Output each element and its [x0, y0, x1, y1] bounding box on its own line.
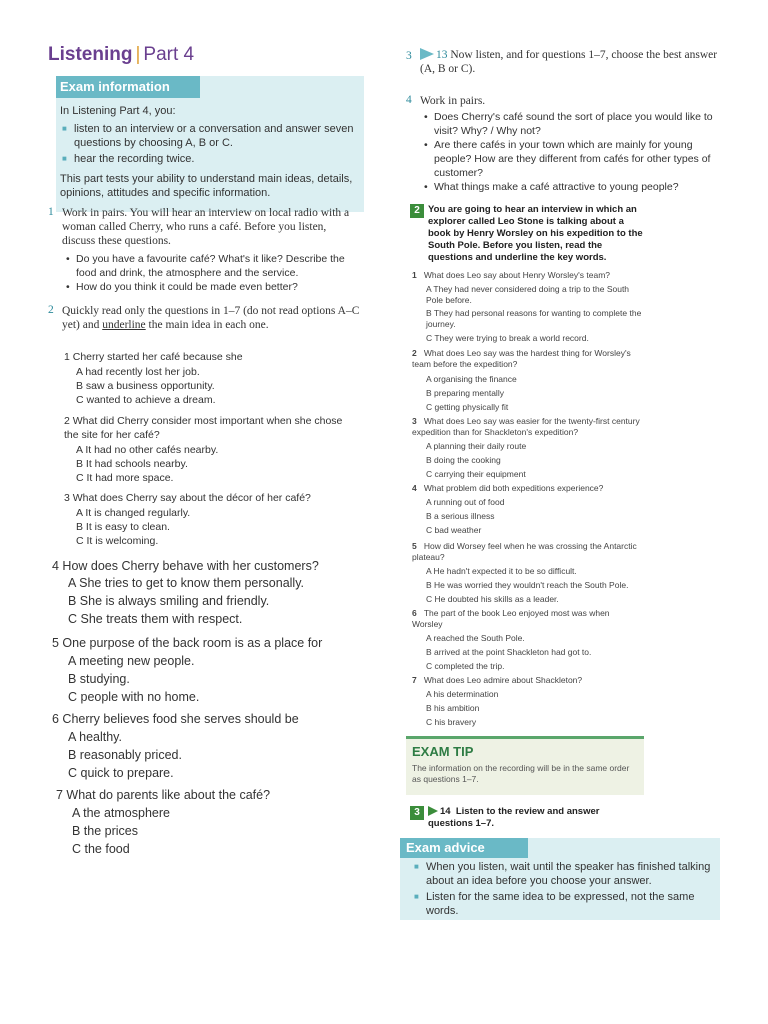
option: B reasonably priced. — [68, 748, 182, 762]
small-question-text: What problem did both expeditions experience? — [423, 483, 604, 493]
small-option: C He doubted his skills as a leader. — [426, 594, 559, 604]
small-question-text: How did Worsey feel when he was crossing the Antarctic plateau? — [412, 541, 637, 562]
question-3: 3 What does Cherry say about the décor of her café? — [64, 492, 311, 504]
audio-play-icon[interactable] — [420, 48, 434, 60]
small-question — [412, 675, 640, 686]
small-option: A He hadn't expected it to be so difficult. — [426, 566, 577, 576]
task-4-instructions: Work in pairs. — [420, 95, 486, 107]
small-question — [412, 416, 640, 438]
small-option: A They had never considered doing a trip to the South Pole before. — [426, 284, 630, 305]
small-option: B They had personal reasons for wanting to complete the journey. — [426, 308, 642, 329]
exam-info-bullet: ■ hear the recording twice. — [74, 152, 356, 166]
box-3-text: Listen to the review and answer questions 1–7. — [428, 806, 600, 829]
question-1: 1 Cherry started her café because she — [64, 351, 243, 363]
audio-play-icon[interactable] — [428, 806, 438, 816]
title-separator: | — [135, 44, 141, 65]
task-2-underline: underline — [102, 319, 146, 331]
small-question-number: 7 — [412, 675, 417, 685]
small-option: A running out of food — [426, 497, 505, 507]
option: A It is changed regularly. — [76, 507, 191, 519]
exam-tip-text: The information on the recording will be in the same order as questions 1–7. — [412, 763, 630, 784]
task-number: 3 — [406, 50, 412, 62]
section-badge: 2 — [410, 204, 424, 218]
small-question — [412, 348, 640, 370]
task-2-text: Quickly read only the questions in 1–7 (do not read options A–C yet) and — [62, 305, 360, 331]
option: C wanted to achieve a dream. — [76, 394, 216, 406]
track-number: 13 — [436, 49, 448, 61]
box-3-instructions — [428, 806, 644, 830]
small-option: B a serious illness — [426, 511, 495, 521]
option: B It had schools nearby. — [76, 458, 188, 470]
exam-advice-heading: Exam advice — [400, 838, 528, 858]
task-number: 4 — [406, 94, 412, 106]
option: B It is easy to clean. — [76, 521, 170, 533]
task-1-bullet: • How do you think it could be made even better? — [76, 280, 360, 294]
small-option: C completed the trip. — [426, 661, 505, 671]
title-part: Part 4 — [143, 44, 195, 65]
small-option: C carrying their equipment — [426, 469, 526, 479]
small-option: B He was worried they wouldn't reach the South Pole. — [426, 580, 629, 590]
page-title — [48, 44, 194, 66]
option: A had recently lost her job. — [76, 366, 200, 378]
option: A the atmosphere — [72, 806, 170, 820]
option: C It had more space. — [76, 472, 174, 484]
task-1-instructions: Work in pairs. You will hear an interview on local radio with a woman called Cherry, who runs a café. Before you listen, discuss these questions. — [62, 207, 350, 247]
exam-tip-box — [406, 736, 644, 795]
option: C quick to prepare. — [68, 766, 174, 780]
small-option: B arrived at the point Shackleton had got to. — [426, 647, 592, 657]
task-3-text: Now listen, and for questions 1–7, choose the best answer (A, B or C). — [420, 49, 718, 75]
exam-information-heading: Exam information — [56, 76, 200, 98]
small-option: A organising the finance — [426, 374, 517, 384]
small-option: A planning their daily route — [426, 441, 527, 451]
small-question-number: 2 — [412, 348, 417, 358]
option: A She tries to get to know them personally. — [68, 576, 305, 590]
exam-advice-bullet: ■ When you listen, wait until the speaker has finished talking about an idea before you choose your answer. — [426, 860, 716, 888]
small-question-number: 3 — [412, 416, 417, 426]
task-4-bullet: • What things make a café attractive to young people? — [434, 180, 720, 194]
task-number: 1 — [48, 206, 54, 218]
exam-info-bullet: ■ listen to an interview or a conversation and answer seven questions by choosing A, B or C. — [74, 122, 356, 150]
question-7: 7 What do parents like about the café? — [56, 788, 271, 802]
small-question — [412, 270, 640, 281]
small-question-number: 1 — [412, 270, 417, 280]
small-option: C They were trying to break a world record. — [426, 333, 589, 343]
small-question-text: What does Leo admire about Shackleton? — [423, 675, 583, 685]
task-4-bullet: • Are there cafés in your town which are mainly for young people? How are they different from cafés for other types of customer? — [434, 138, 720, 180]
small-question — [412, 541, 640, 563]
option: A It had no other cafés nearby. — [76, 444, 219, 456]
question-5: 5 One purpose of the back room is as a place for — [52, 636, 323, 650]
small-question — [412, 608, 640, 630]
track-number: 14 — [440, 806, 451, 817]
small-option: C his bravery — [426, 717, 477, 727]
small-question-text: The part of the book Leo enjoyed most was when Worsley — [412, 608, 610, 629]
box-2-instructions: You are going to hear an interview in which an explorer called Leo Stone is talking about a book by Henry Worsley on his expedition to the South Pole. Before you listen, read the questions and underline the key words. — [428, 204, 643, 263]
small-question-number: 6 — [412, 608, 417, 618]
exam-info-summary: This part tests your ability to understand main ideas, details, opinions, attitudes and specific information. — [60, 173, 353, 199]
option: A meeting new people. — [68, 654, 195, 668]
question-2: 2 What did Cherry consider most important when she chose the site for her café? — [64, 415, 343, 441]
small-option: A reached the South Pole. — [426, 633, 525, 643]
small-question-number: 4 — [412, 483, 417, 493]
option: B She is always smiling and friendly. — [68, 594, 270, 608]
small-option: B his ambition — [426, 703, 480, 713]
title-main: Listening — [48, 44, 133, 65]
small-option: C bad weather — [426, 525, 482, 535]
exam-info-intro: In Listening Part 4, you: — [60, 105, 176, 117]
question-4: 4 How does Cherry behave with her customers? — [52, 559, 319, 573]
small-option: B preparing mentally — [426, 388, 504, 398]
question-6: 6 Cherry believes food she serves should be — [52, 712, 299, 726]
option: C It is welcoming. — [76, 535, 159, 547]
exam-information-box — [56, 76, 364, 212]
small-option: C getting physically fit — [426, 402, 509, 412]
option: B saw a business opportunity. — [76, 380, 215, 392]
task-2-instructions — [62, 304, 362, 332]
small-option: B doing the cooking — [426, 455, 501, 465]
option: B studying. — [68, 672, 130, 686]
exam-advice-box — [400, 838, 720, 920]
small-question-text: What does Leo say about Henry Worsley's team? — [423, 270, 611, 280]
option: A healthy. — [68, 730, 122, 744]
small-question-text: What does Leo say was the hardest thing for Worsley's team before the expedition? — [412, 348, 631, 369]
small-option: A his determination — [426, 689, 499, 699]
exam-tip-title: EXAM TIP — [412, 744, 474, 759]
small-question — [412, 483, 640, 494]
option: C the food — [72, 842, 130, 856]
task-number: 2 — [48, 304, 54, 316]
option: C people with no home. — [68, 690, 200, 704]
task-3-instructions — [420, 48, 720, 76]
section-badge: 3 — [410, 806, 424, 820]
small-question-number: 5 — [412, 541, 417, 551]
task-2-text-end: the main idea in each one. — [145, 319, 269, 331]
small-question-text: What does Leo say was easier for the twenty-first century expedition than for Shackleton's expedition? — [412, 416, 640, 437]
exam-advice-bullet: ■ Listen for the same idea to be expressed, not the same words. — [426, 890, 716, 918]
option: B the prices — [72, 824, 139, 838]
option: C She treats them with respect. — [68, 612, 243, 626]
task-4-bullet: • Does Cherry's café sound the sort of place you would like to visit? Why? / Why not? — [434, 110, 720, 138]
task-1-bullet: • Do you have a favourite café? What's it like? Describe the food and drink, the atmosphere and the service. — [76, 252, 360, 280]
